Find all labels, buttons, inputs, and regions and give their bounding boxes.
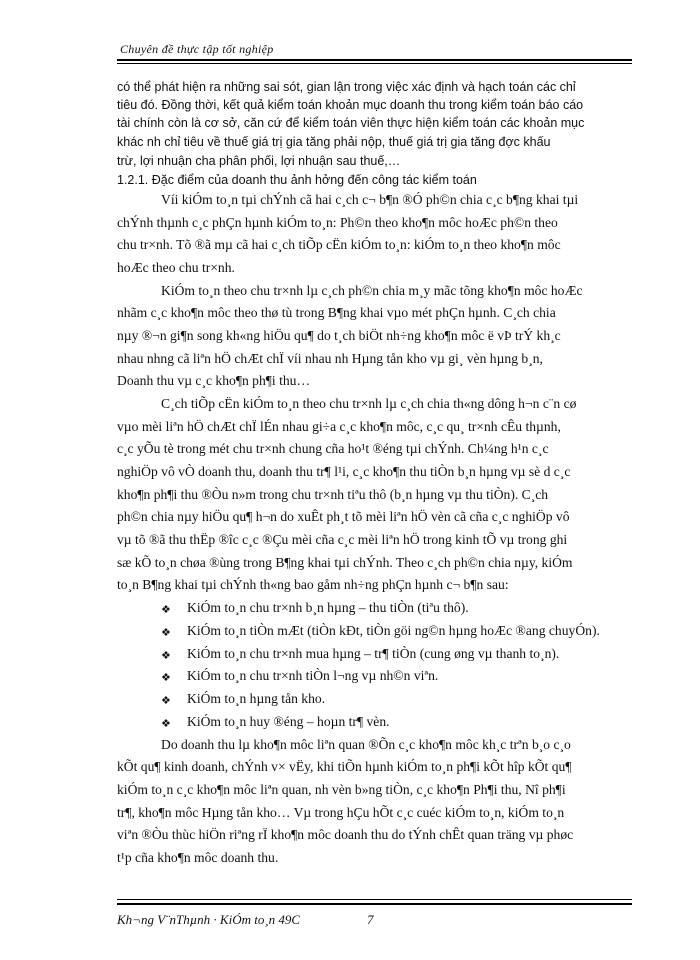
- text-line: trừ, lợi nhuận cha phân phối, lợi nhuận sau thuế,…: [117, 154, 401, 168]
- text-line: tiêu đó. Đồng thời, kết quả kiểm toán khoản mục doanh thu trong kiểm toán báo cáo: [117, 98, 584, 112]
- diamond-bullet-icon: ❖: [161, 695, 171, 707]
- footer-author: Kh¬ng V¨nThµnh · KiÓm to¸n 49C: [117, 912, 301, 927]
- header-title: Chuyên đề thực tập tốt nghiệp: [120, 42, 274, 56]
- text-line: c¸c yÕu tè trong mét chu tr×nh chung cña ho¹t ®éng tµi chÝnh. Ch¼ng h¹n c¸c: [117, 441, 549, 456]
- page-footer: [117, 899, 632, 939]
- text-line: C¸ch tiÕp cËn kiÓm to¸n theo chu tr×nh lµ c¸ch chia th«ng dông h¬n c¨n cø: [161, 396, 577, 411]
- header-rule-thin: [117, 63, 632, 64]
- text-line: kho¶n ph¶i thu ®Òu n»m trong chu tr×nh tiªu thô (b¸n hµng vµ thu tiÒn). C¸ch: [117, 487, 549, 502]
- diamond-bullet-icon: ❖: [161, 650, 171, 662]
- text-line: tr¶, kho¶n môc Hµng tån kho… Vµ trong hÇu hÕt c¸c cuéc kiÓm to¸n, kiÓm to¸n: [117, 805, 565, 820]
- text-line: vµ tõ ®ã thu thËp ®îc c¸c ®Çu mèi cña c¸c mèi liªn hÖ trong kinh tÕ vµ trong ghi: [117, 532, 568, 547]
- text-line: Do doanh thu lµ kho¶n môc liªn quan ®Õn c¸c kho¶n môc kh¸c trªn b¸o c¸o: [161, 737, 571, 752]
- text-line: ph©n chia nµy hiÖu qu¶ h¬n do xuÊt ph¸t tõ mèi liªn hÖ vèn cã cña c¸c nghiÖp vô: [117, 509, 570, 524]
- bullet-text: KiÓm to¸n tiÒn mÆt (tiÒn kÐt, tiÒn göi ng©n hµng hoÆc ®ang chuyÓn).: [187, 623, 600, 638]
- text-line: t¹p cña kho¶n môc doanh thu.: [117, 850, 279, 865]
- text-line: có thể phát hiện ra những sai sót, gian lận trong việc xác định và hạch toán các chỉ: [117, 80, 576, 94]
- text-line: Doanh thu vµ c¸c kho¶n ph¶i thu…: [117, 373, 311, 388]
- text-line: viªn ®Òu thùc hiÖn riªng rÏ kho¶n môc doanh thu do tÝnh chÊt quan träng vµ phøc: [117, 827, 574, 842]
- diamond-bullet-icon: ❖: [161, 627, 171, 639]
- bullet-text: KiÓm to¸n hµng tån kho.: [187, 691, 326, 706]
- text-line: khác nh chỉ tiêu về thuế giá trị gia tăng phải nộp, thuế giá trị gia tăng đợc khấu: [117, 135, 551, 149]
- diamond-bullet-icon: ❖: [161, 672, 171, 684]
- text-line: sæ kÕ to¸n chøa ®ùng trong B¶ng khai tµi chÝnh. Theo c¸ch ph©n chia nµy, kiÓm: [117, 555, 573, 570]
- text-line: tài chính còn là cơ sở, căn cứ để kiểm toán viên thực hiện kiểm toán các khoản mục: [117, 116, 585, 130]
- footer-rule-thin: [117, 899, 632, 900]
- section-heading: 1.2.1. Đặc điểm của doanh thu ảnh hởng đến công tác kiểm toán: [117, 173, 477, 187]
- text-line: to¸n B¶ng khai tµi chÝnh th«ng bao gåm nh÷ng phÇn hµnh c¬ b¶n sau:: [117, 577, 509, 592]
- text-line: chu tr×nh. Tõ ®ã mµ cã hai c¸ch tiÕp cËn kiÓm to¸n: kiÓm to¸n theo kho¶n môc: [117, 237, 561, 252]
- text-line: Víi kiÓm to¸n tµi chÝnh cã hai c¸ch c¬ b¶n ®Ó ph©n chia c¸c b¶ng khai tµi: [161, 192, 579, 207]
- page-number: 7: [367, 912, 374, 927]
- text-line: kÕt qu¶ kinh doanh, chÝnh v× vËy, khi tiÕn hµnh kiÓm to¸n ph¶i kÕt hîp kÕt qu¶: [117, 759, 572, 774]
- page-header: [117, 40, 632, 60]
- text-line: nµy ®¬n gi¶n song kh«ng hiÖu qu¶ do t¸ch biÖt nh÷ng kho¶n môc ë vÞ trÝ kh¸c: [117, 328, 561, 343]
- diamond-bullet-icon: ❖: [161, 604, 171, 616]
- text-line: hoÆc theo chu tr×nh.: [117, 260, 235, 275]
- bullet-text: KiÓm to¸n huy ®éng – hoµn tr¶ vèn.: [187, 714, 390, 729]
- text-line: chÝnh thµnh c¸c phÇn hµnh kiÓm to¸n: Ph©n theo kho¶n môc hoÆc ph©n theo: [117, 215, 558, 230]
- text-line: nhãm c¸c kho¶n môc theo thø tù trong B¶ng khai vµo mét phÇn hµnh. C¸ch chia: [117, 305, 556, 320]
- text-line: KiÓm to¸n theo chu tr×nh lµ c¸ch ph©n chia m¸y mãc tõng kho¶n môc hoÆc: [161, 283, 583, 298]
- text-line: kiÓm to¸n c¸c kho¶n môc liªn quan, nh vèn b»ng tiÒn, c¸c kho¶n Ph¶i thu, Nî ph¶i: [117, 782, 566, 797]
- text-line: nghiÖp vô vÒ doanh thu, doanh thu tr¶ l¹i, c¸c kho¶n thu tiÒn b¸n hµng vµ sè d c¸c: [117, 464, 571, 479]
- header-rule: [117, 59, 632, 61]
- diamond-bullet-icon: ❖: [161, 718, 171, 730]
- bullet-text: KiÓm to¸n chu tr×nh tiÒn l¬ng vµ nh©n viªn.: [187, 668, 439, 683]
- text-line: vµo mèi liªn hÖ chÆt chÏ lÉn nhau gi÷a c¸c kho¶n môc, c¸c qu¸ tr×nh cÊu thµnh,: [117, 419, 561, 434]
- bullet-text: KiÓm to¸n chu tr×nh b¸n hµng – thu tiÒn (tiªu thô).: [187, 600, 469, 615]
- footer-rule: [117, 903, 632, 905]
- bullet-text: KiÓm to¸n chu tr×nh mua hµng – tr¶ tiÒn (cung øng vµ thanh to¸n).: [187, 646, 560, 661]
- text-line: nhau nhng cã liªn hÖ chÆt chÏ víi nhau nh Hµng tån kho vµ gi¸ vèn hµng b¸n,: [117, 351, 543, 366]
